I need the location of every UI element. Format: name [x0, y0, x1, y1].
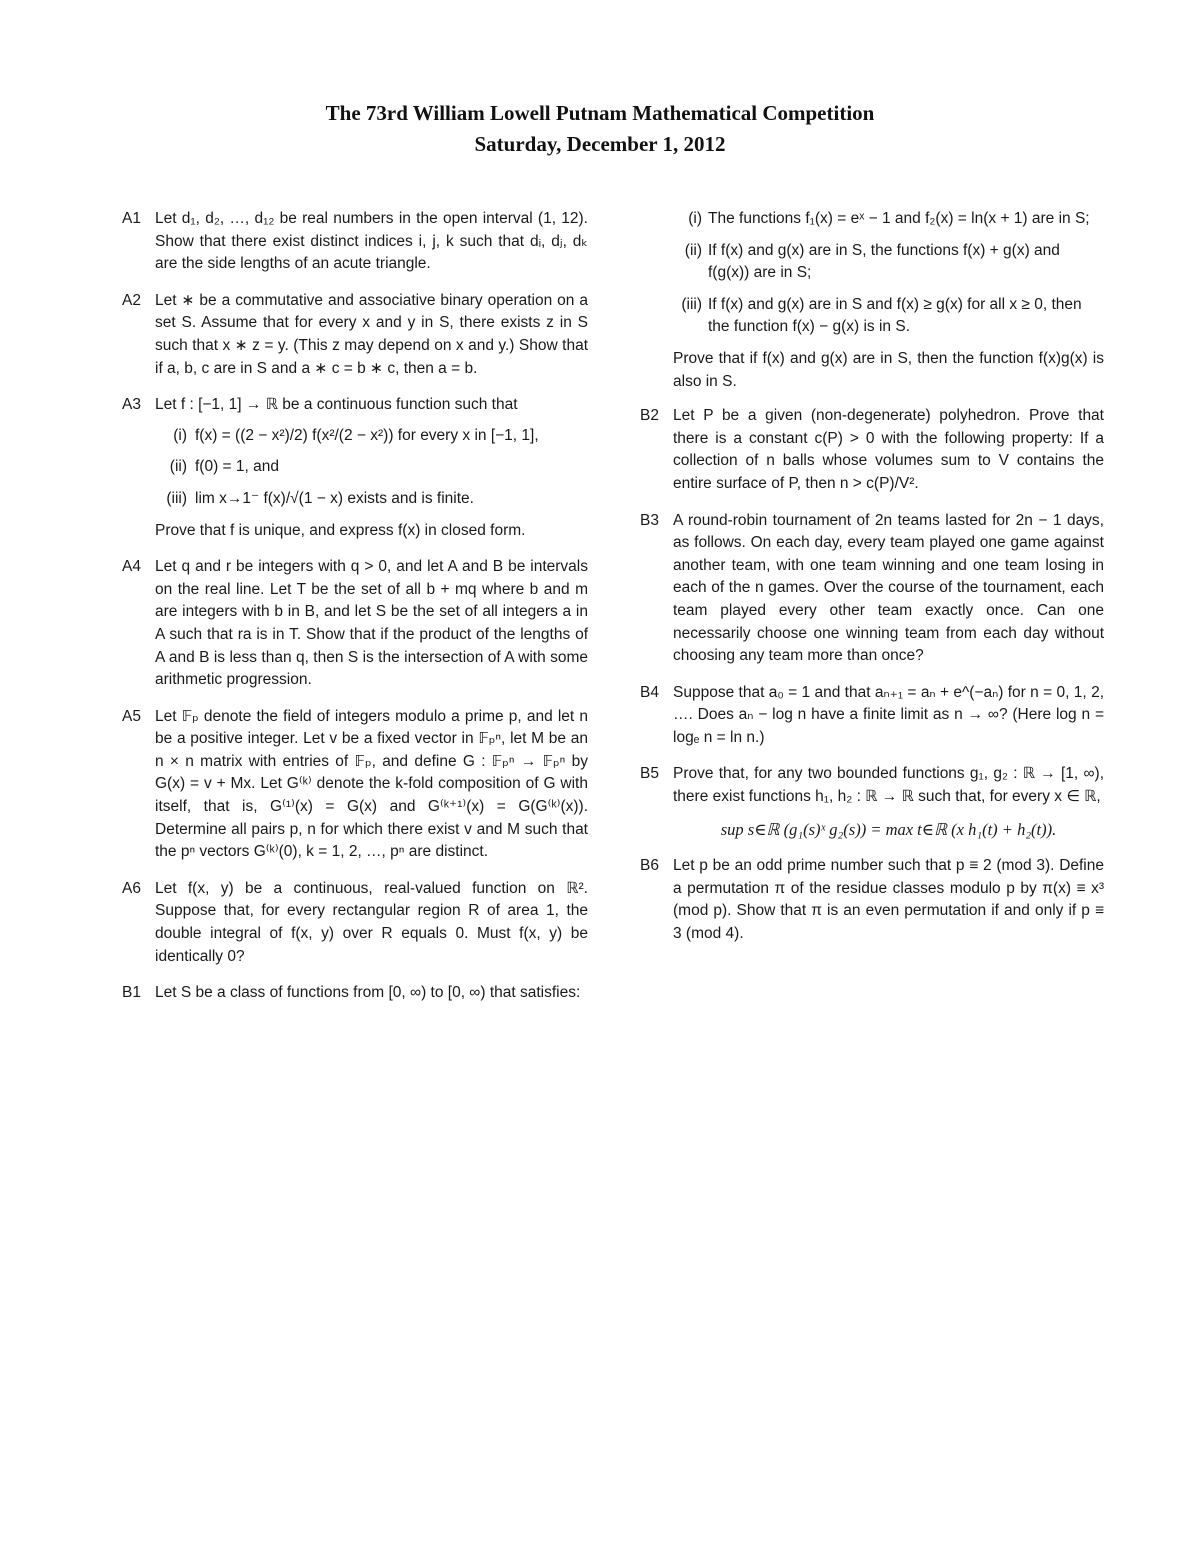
problem-text: Let q and r be integers with q > 0, and let A and B be intervals on the real line. Let T be the set of all b + mq where b and m are integers with b in B, and let S be the set of all integers a in A such that ra is in T. Show that if the product of the lengths of A and B is less than q, then S is the intersection of A with some arithmetic progression.: [155, 558, 588, 689]
problem-a4: [122, 556, 588, 692]
condition-item: [155, 456, 588, 479]
problem-text: Let f(x, y) be a continuous, real-valued function on ℝ². Suppose that, for every rectangular region R of area 1, the double integral of f(x, y) over R equals 0. Must f(x, y) be identically 0?: [155, 879, 588, 965]
problem-b5: [640, 763, 1104, 841]
condition-item: [155, 425, 588, 448]
left-column: [122, 208, 588, 1019]
condition-item: [640, 208, 1104, 231]
problem-label: B2: [640, 407, 659, 425]
page-title: The 73rd William Lowell Putnam Mathematical Competition: [325, 101, 875, 125]
problem-text: Prove that, for any two bounded functions g₁, g₂ : ℝ → [1, ∞), there exist functions h₁, h₂ : ℝ → ℝ such that, for every x ∈ ℝ,: [673, 765, 1104, 806]
b1-condition-list: [640, 208, 1104, 339]
problem-label: A2: [122, 291, 141, 309]
problem-label: B4: [640, 683, 659, 701]
problem-b2: [640, 405, 1104, 495]
problem-b1: [122, 982, 588, 1005]
problem-a3: [122, 394, 588, 542]
problem-intro: Let f : [−1, 1] → ℝ be a continuous function such that: [155, 396, 518, 414]
problem-a5: [122, 706, 588, 864]
problem-b6: [640, 855, 1104, 945]
problem-text: Let d₁, d₂, …, d₁₂ be real numbers in the open interval (1, 12). Show that there exist distinct indices i, j, k such that dᵢ, dⱼ, dₖ are the side lengths of an acute triangle.: [155, 210, 588, 273]
condition-text: If f(x) and g(x) are in S and f(x) ≥ g(x) for all x ≥ 0, then the function f(x) − g(x) is in S.: [708, 295, 1082, 336]
condition-number: (iii): [166, 489, 187, 507]
condition-item: [640, 294, 1104, 339]
problem-closing: Prove that if f(x) and g(x) are in S, then the function f(x)g(x) is also in S.: [673, 349, 1104, 390]
problem-a1: [122, 208, 588, 276]
condition-number: (iii): [681, 295, 702, 313]
problem-label: B6: [640, 857, 659, 875]
condition-item: [155, 488, 588, 511]
problem-label: A6: [122, 879, 141, 897]
problem-a6: [122, 878, 588, 968]
problem-b4: [640, 682, 1104, 750]
problem-label: B1: [122, 984, 141, 1002]
problem-label: A5: [122, 707, 141, 725]
problem-label: B3: [640, 511, 659, 529]
problem-a2: [122, 290, 588, 380]
exam-date: Saturday, December 1, 2012: [474, 132, 726, 156]
condition-number: (ii): [684, 241, 702, 259]
problem-text: A round-robin tournament of 2n teams lasted for 2n − 1 days, as follows. On each day, every team played one game against another team, with one team winning and one team losing in each of the n games. Over the course of the tournament, each team played every other team exactly once. Can one necessarily choose one winning team from each day without choosing any team more than once?: [673, 511, 1104, 665]
condition-number: (ii): [169, 458, 187, 476]
condition-number: (i): [173, 426, 187, 444]
condition-item: [640, 240, 1104, 285]
problem-text: Let p be an odd prime number such that p ≡ 2 (mod 3). Define a permutation π of the residue classes modulo p by π(x) ≡ x³ (mod p). Show that π is an even permutation if and only if p ≡ 3 (mod 4).: [673, 857, 1104, 943]
condition-text: f(x) = ((2 − x²)/2) f(x²/(2 − x²)) for every x in [−1, 1],: [195, 426, 539, 444]
problem-text: Let ∗ be a commutative and associative binary operation on a set S. Assume that for every x and y in S, there exists z in S such that x ∗ z = y. (This z may depend on x and y.) Show that if a, b, c are in S and a ∗ c = b ∗ c, then a = b.: [155, 291, 588, 377]
condition-text: If f(x) and g(x) are in S, the functions f(x) + g(x) and f(g(x)) are in S;: [708, 241, 1060, 282]
display-equation: sup s∈ℝ (g₁(s)ˣ g₂(s)) = max t∈ℝ (x h₁(t) + h₂(t)).: [720, 819, 1057, 839]
problem-label: B5: [640, 765, 659, 783]
condition-number: (i): [688, 210, 702, 227]
condition-text: lim x→1⁻ f(x)/√(1 − x) exists and is finite.: [195, 489, 474, 507]
b1-closing-block: [640, 348, 1104, 393]
condition-text: The functions f₁(x) = eˣ − 1 and f₂(x) = ln(x + 1) are in S;: [708, 210, 1090, 227]
problem-label: A1: [122, 210, 141, 227]
problem-text: Let 𝔽ₚ denote the field of integers modulo a prime p, and let n be a positive integer. Let v be a fixed vector in 𝔽ₚⁿ, let M be an n × n matrix with entries of 𝔽ₚ, and define G : 𝔽ₚⁿ → 𝔽ₚⁿ by G(x) = v + Mx. Let G⁽ᵏ⁾ denote the k-fold composition of G with itself, that is, G⁽¹⁾(x) = G(x) and G⁽ᵏ⁺¹⁾(x) = G(G⁽ᵏ⁾(x)). Determine all pairs p, n for which there exist v and M such that the pⁿ vectors G⁽ᵏ⁾(0), k = 1, 2, …, pⁿ are distinct.: [155, 707, 588, 861]
problem-intro: Let S be a class of functions from [0, ∞) to [0, ∞) that satisfies:: [155, 984, 581, 1002]
problem-b3: [640, 510, 1104, 668]
header: [0, 98, 1200, 160]
problem-label: A3: [122, 396, 141, 414]
problem-text: Let P be a given (non-degenerate) polyhedron. Prove that there is a constant c(P) > 0 with the following property: If a collection of n balls whose volumes sum to V contains the entire surface of P, then n > c(P)/V².: [673, 407, 1104, 492]
right-column: [640, 208, 1104, 960]
problem-text: Suppose that a₀ = 1 and that aₙ₊₁ = aₙ + e^(−aₙ) for n = 0, 1, 2, …. Does aₙ − log n have a finite limit as n → ∞? (Here log n = logₑ n = ln n.): [673, 683, 1104, 746]
problem-label: A4: [122, 558, 141, 576]
condition-list: [155, 425, 588, 511]
problem-closing: Prove that f is unique, and express f(x) in closed form.: [155, 521, 526, 539]
condition-text: f(0) = 1, and: [195, 458, 280, 476]
